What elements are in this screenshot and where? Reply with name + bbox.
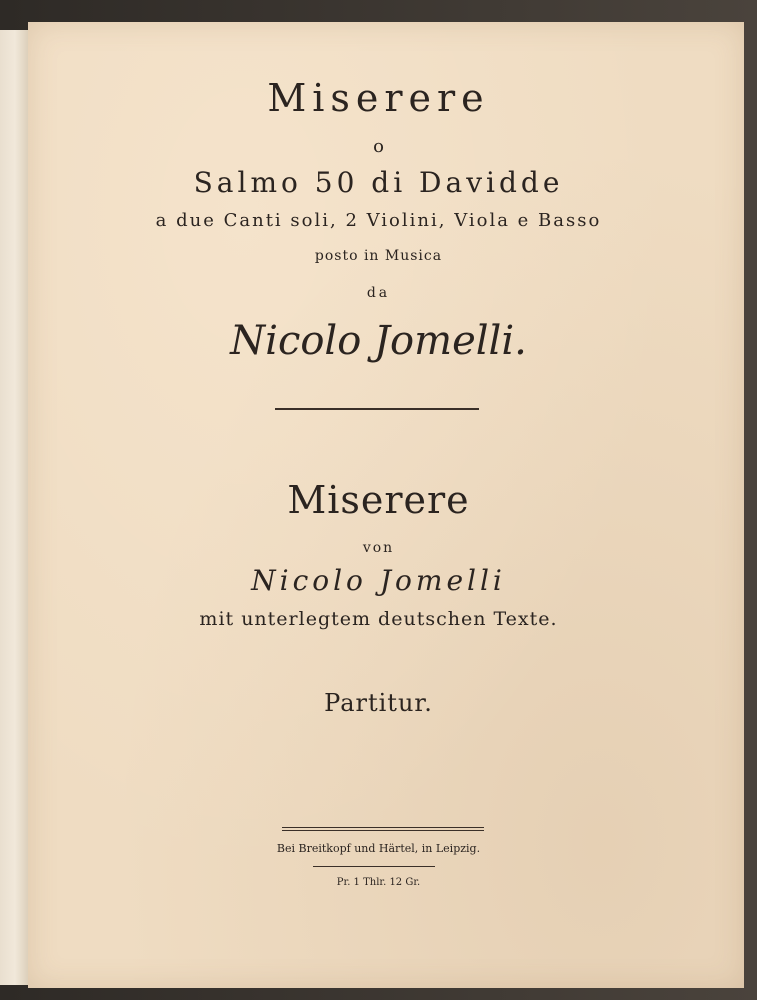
composer-name-italian: Nicolo Jomelli. [230,318,527,364]
price-rule [313,866,435,867]
conjunction-text: o [373,136,384,157]
set-to-music-text: posto in Musica [314,248,443,264]
von-text: von [362,540,395,556]
by-text: da [366,285,391,301]
main-title-italian: Miserere [267,76,490,120]
publisher-rule-top [282,827,484,828]
german-text-note: mit unterlegtem deutschen Texte. [199,608,558,630]
price-text: Pr. 1 Thlr. 12 Gr. [336,877,421,888]
composer-name-german: Nicolo Jomelli [251,564,506,597]
subtitle-italian: Salmo 50 di Davidde [193,166,564,199]
divider-rule [275,408,479,410]
publisher-rule-top-double [282,830,484,831]
format-label: Partitur. [324,689,433,717]
scoring-text: a due Canti soli, 2 Violini, Viola e Basso [155,210,602,231]
publisher-imprint: Bei Breitkopf und Härtel, in Leipzig. [276,842,481,855]
main-title-german: Miserere [287,478,470,522]
